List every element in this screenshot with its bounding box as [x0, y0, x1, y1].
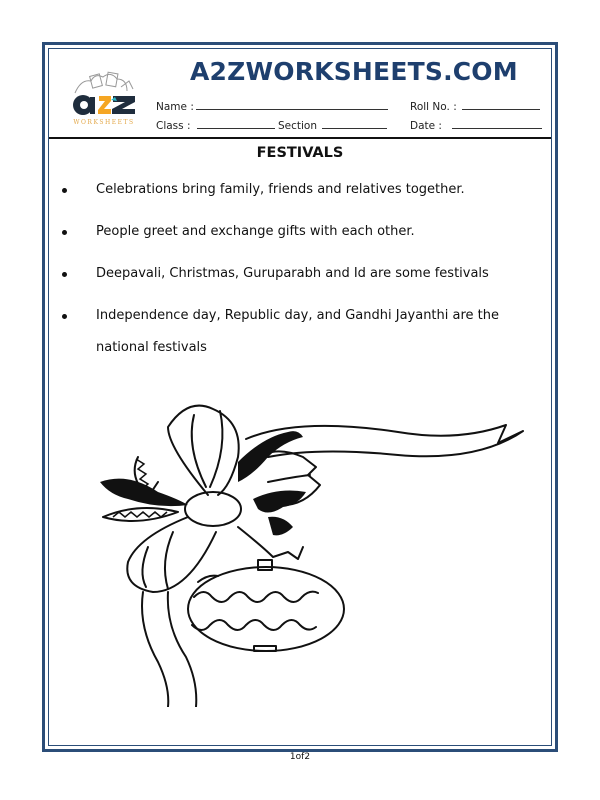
class-field[interactable]	[156, 119, 275, 132]
name-field[interactable]	[156, 100, 388, 113]
bullet-text: Celebrations bring family, friends and relatives together.	[96, 182, 465, 197]
bullet-text: Independence day, Republic day, and Gandhi Jayanthi are the national festivals	[96, 308, 499, 355]
section-blank[interactable]	[322, 119, 387, 129]
header-divider	[49, 137, 551, 139]
bullet-text: Deepavali, Christmas, Guruparabh and Id are some festivals	[96, 266, 489, 281]
section-field[interactable]	[278, 119, 387, 132]
date-blank[interactable]	[452, 119, 542, 129]
bullet-text: People greet and exchange gifts with each other.	[96, 224, 415, 239]
roll-number-blank[interactable]	[462, 100, 540, 110]
site-title: A2ZWORKSHEETS.COM	[190, 57, 518, 86]
svg-text:WORKSHEETS: WORKSHEETS	[73, 119, 135, 126]
bullet-icon	[62, 230, 67, 235]
name-label: Name :	[156, 101, 194, 113]
page-inner-border	[48, 48, 552, 746]
date-label: Date :	[410, 120, 442, 132]
worksheet-title: FESTIVALS	[256, 145, 344, 161]
class-blank[interactable]	[197, 119, 275, 129]
class-label: Class :	[156, 120, 191, 132]
roll-number-field[interactable]	[410, 100, 540, 113]
roll-number-label: Roll No. :	[410, 101, 457, 113]
date-field[interactable]	[410, 119, 542, 132]
bullet-icon	[62, 314, 67, 319]
bullet-icon	[62, 272, 67, 277]
page-border	[42, 42, 558, 752]
section-label: Section	[278, 120, 318, 132]
a2z-logo-icon	[63, 67, 145, 127]
christmas-bow-ornament-icon	[98, 387, 538, 707]
name-blank[interactable]	[196, 100, 388, 110]
bullet-icon	[62, 188, 67, 193]
page-number: 1of2	[289, 752, 311, 762]
